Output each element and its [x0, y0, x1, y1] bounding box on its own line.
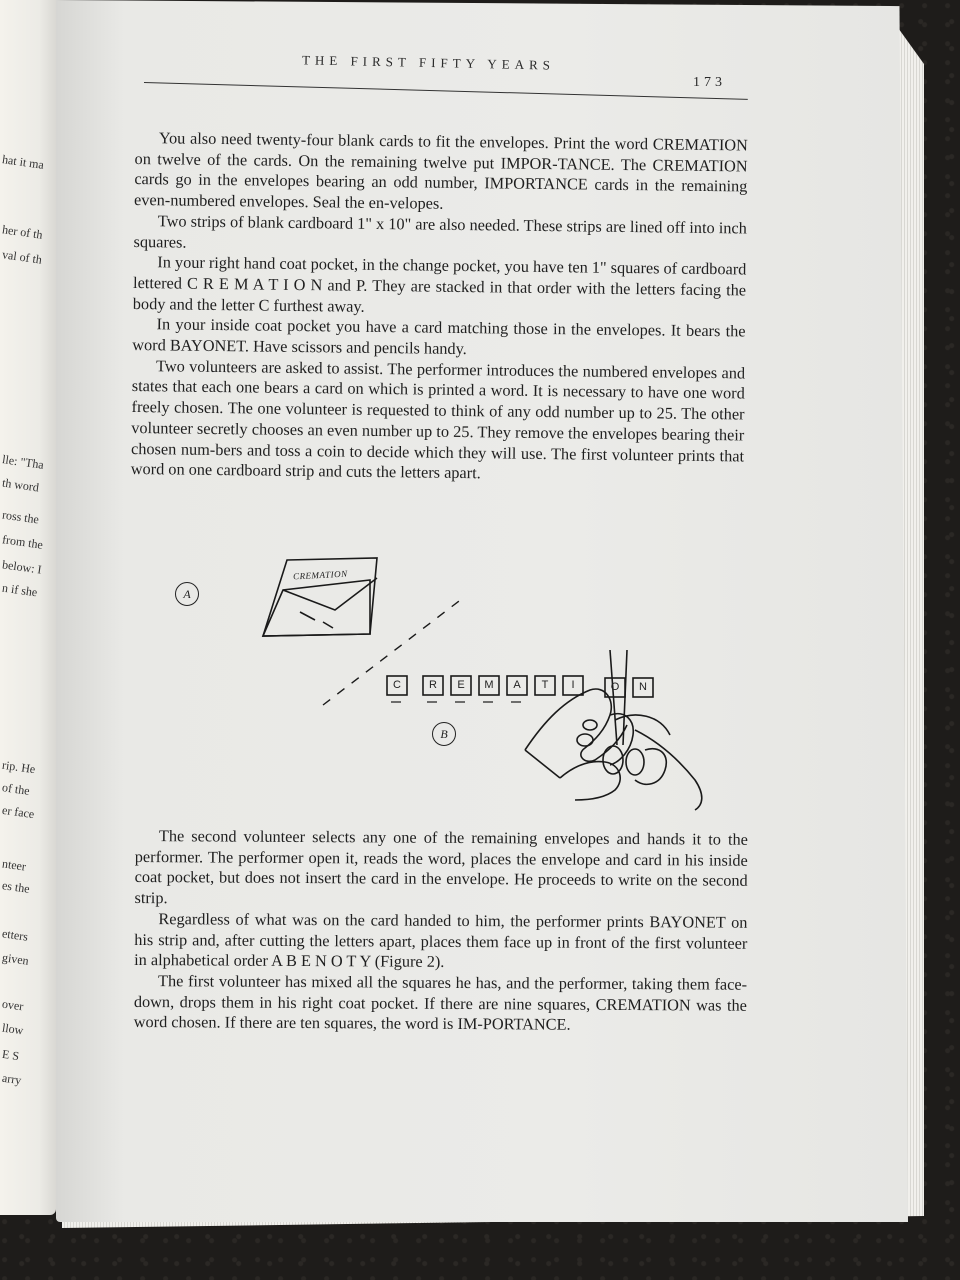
- facing-page-text: th word: [1, 475, 40, 495]
- tile-letter: O: [610, 681, 620, 693]
- flap-tick: [300, 612, 315, 620]
- facing-page-text: er face: [1, 802, 36, 822]
- tile-letter: N: [639, 681, 647, 693]
- paragraph: Two strips of blank cardboard 1" x 10" are also needed. These strips are lined off into inch squares.: [133, 211, 747, 252]
- facing-page-text: lle: "Tha: [1, 452, 45, 472]
- tile-letter: A: [513, 679, 521, 691]
- figure-label-b: B: [432, 722, 456, 746]
- facing-page-text: rip. He: [1, 757, 37, 777]
- facing-page-text: n if she: [1, 580, 39, 600]
- tile-letter: R: [429, 679, 437, 691]
- tile-letter: I: [571, 679, 575, 691]
- tile-letter: C: [393, 679, 401, 691]
- facing-page-text: given: [1, 950, 30, 968]
- body-text-top: [131, 128, 748, 487]
- facing-page-text: llow: [1, 1020, 25, 1038]
- paragraph: You also need twenty-four blank cards to fit the envelopes. Print the word CREMATION on twelve of the cards. On the remaining twelve put IMPOR-TANCE. The CREMATION cards go in the envelopes bearing an odd number, IMPORTANCE cards in the remaining even-numbered envelopes. Seal the en-velopes.: [134, 128, 748, 213]
- paragraph: The first volunteer has mixed all the squares he has, and the performer, taking them face-down, drops them in his right coat pocket. If there are nine squares, CREMATION was the word chosen. If there are ten squares, the word is IM-PORTANCE.: [133, 971, 748, 1034]
- facing-page-text: val of th: [1, 247, 43, 267]
- illustration: [165, 550, 725, 820]
- facing-page-text: es the: [1, 878, 31, 896]
- hands-with-scissors: [525, 650, 702, 810]
- envelope-body: [263, 580, 370, 636]
- tile-letter: E: [457, 679, 465, 691]
- facing-page-text: her of th: [1, 222, 44, 242]
- paragraph: In your right hand coat pocket, in the change pocket, you have ten 1" squares of cardboard lettered C R E M A T I O N and P. They are stacked in that order with the letters facing the body and the letter C furthest away.: [132, 252, 747, 316]
- facing-page: [0, 0, 56, 1215]
- flap-tick: [323, 622, 333, 628]
- body-text-bottom: [134, 826, 748, 1037]
- running-head: THE FIRST FIFTY YEARS: [301, 52, 556, 73]
- envelope-flap: [283, 578, 377, 610]
- facing-page-text: from the: [1, 532, 44, 552]
- paragraph: Regardless of what was on the card handed to him, the performer prints BAYONET on his strip and, after cutting the letters apart, places them face up in front of the first volunteer in alphabetical order A B E N O T Y (Figure 2).: [134, 908, 748, 972]
- figure-label-a: A: [175, 582, 199, 606]
- tile-letter: M: [484, 679, 494, 691]
- facing-page-text: over: [1, 996, 25, 1014]
- facing-page-text: below: I: [1, 557, 43, 577]
- paragraph: Two volunteers are asked to assist. The performer introduces the numbered envelopes and states that each one bears a card on which is printed a word. It is necessary to have one word freely chosen. The one volunteer is requested to think of any odd number up to 25. The other volunteer secretly chooses an even number up to 25. They remove the envelopes bearing their chosen num-bers and toss a coin to decide which they will use. The first volunteer prints that word on one cardboard strip and cuts the letters apart.: [130, 356, 746, 483]
- tile-letter: T: [541, 679, 549, 691]
- facing-page-text: nteer: [1, 856, 27, 874]
- facing-page-text: ross the: [1, 507, 40, 527]
- facing-page-text: arry: [1, 1070, 23, 1088]
- facing-page-text: E S: [1, 1046, 20, 1064]
- facing-page-text: hat it ma: [1, 152, 45, 172]
- facing-page-text: of the: [1, 780, 31, 798]
- facing-page-text: etters: [1, 926, 29, 944]
- paragraph: In your inside coat pocket you have a card matching those in the envelopes. It bears the word BAYONET. Have scissors and pencils handy.: [132, 314, 746, 359]
- card-word: CREMATION: [292, 568, 348, 582]
- paragraph: The second volunteer selects any one of the remaining envelopes and hands it to the performer. The performer open it, reads the word, places the envelope and card in his inside coat pocket, but does not insert the card in the envelope. He proceeds to write on the second strip.: [134, 826, 748, 908]
- page-number: 173: [693, 75, 726, 90]
